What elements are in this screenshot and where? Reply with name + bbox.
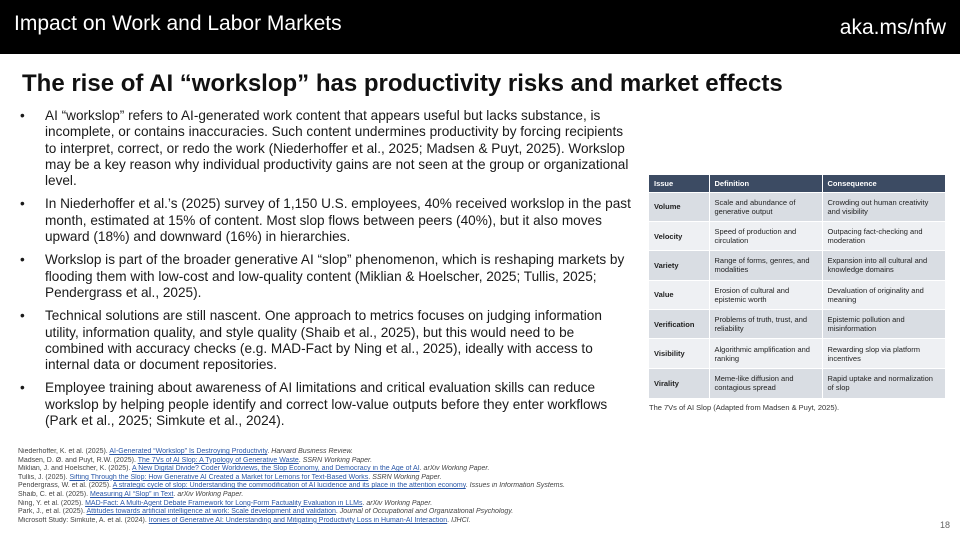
definition-cell: Problems of truth, trust, and reliability: [709, 310, 822, 339]
consequence-cell: Expansion into all cultural and knowledge domains: [822, 251, 945, 280]
table-row: [649, 192, 945, 221]
consequence-cell: Devaluation of originality and meaning: [822, 280, 945, 309]
page-number: 18: [939, 520, 950, 530]
reference-separator: .: [335, 508, 340, 516]
issue-cell: Virality: [649, 368, 709, 397]
reference-item: [18, 457, 918, 466]
reference-author: Tullis, J. (2025).: [18, 473, 70, 481]
reference-link[interactable]: MAD-Fact: A Multi-Agent Debate Framework for Long-Form Factuality Evaluation in LLMs: [85, 499, 363, 507]
reference-item: [18, 482, 918, 491]
reference-separator: .: [447, 516, 452, 524]
bullet-glyph: •: [20, 308, 25, 324]
table-row: [649, 310, 945, 339]
reference-journal: SSRN Working Paper.: [302, 456, 373, 464]
definition-cell: Erosion of cultural and epistemic worth: [709, 280, 822, 309]
bullet-item: [18, 380, 633, 429]
column-header-definition: Definition: [709, 175, 822, 192]
definition-cell: Scale and abundance of generative output: [709, 192, 822, 221]
consequence-cell: Outpacing fact-checking and moderation: [822, 221, 945, 250]
reference-item: [18, 508, 918, 517]
reference-separator: .: [362, 499, 367, 507]
definition-cell: Meme-like diffusion and contagious spread: [709, 368, 822, 397]
column-header-consequence: Consequence: [822, 175, 945, 192]
reference-journal: Harvard Business Review.: [271, 448, 353, 455]
bullet-list: [18, 108, 633, 436]
reference-journal: Journal of Occupational and Organizational Psychology.: [339, 508, 514, 516]
issue-cell: Volume: [649, 192, 709, 221]
definition-cell: Range of forms, genres, and modalities: [709, 251, 822, 280]
reference-item: [18, 448, 918, 457]
bullet-glyph: •: [20, 108, 25, 123]
issue-cell: Variety: [649, 251, 709, 280]
column-header-issue: Issue: [649, 175, 709, 192]
reference-author: Madsen, D. Ø. and Puyt, R.W. (2025).: [18, 456, 138, 464]
reference-author: Ning, Y. et al. (2025).: [18, 499, 86, 507]
reference-journal: arXiv Working Paper.: [366, 499, 433, 507]
issue-cell: Verification: [649, 310, 709, 339]
reference-journal: Issues in Information Systems.: [469, 482, 565, 490]
bullet-glyph: •: [20, 252, 25, 268]
reference-item: [18, 491, 918, 500]
reference-journal: arXiv Working Paper.: [423, 465, 490, 473]
bullet-item: [18, 196, 633, 245]
reference-link[interactable]: A strategic cycle of slop: Understanding the commodification of AI lucidence and its place in the attention economy: [112, 482, 466, 490]
table-row: [649, 280, 945, 309]
reference-journal: arXiv Working Paper.: [177, 490, 244, 498]
reference-author: Miklian, J. and Hoelscher, K. (2025).: [18, 465, 132, 473]
reference-link[interactable]: AI-Generated “Workslop” Is Destroying Productivity: [109, 448, 268, 455]
bullet-item: [18, 252, 633, 301]
slide-headline: The rise of AI “workslop” has productivity risks and market effects: [22, 70, 783, 97]
issue-cell: Velocity: [649, 221, 709, 250]
reference-link[interactable]: Ironies of Generative AI: Understanding and Mitigating Productivity Loss in Human-AI Interaction: [148, 516, 448, 524]
reference-separator: .: [298, 456, 303, 464]
reference-item: [18, 465, 918, 474]
section-title: Impact on Work and Labor Markets: [14, 12, 342, 35]
bullet-glyph: •: [20, 196, 25, 212]
reference-item: [18, 500, 918, 509]
reference-separator: .: [368, 473, 373, 481]
consequence-cell: Epistemic pollution and misinformation: [822, 310, 945, 339]
reference-journal: IJHCI.: [451, 516, 471, 524]
header-link[interactable]: aka.ms/nfw: [839, 16, 946, 39]
table-caption: The 7Vs of AI Slop (Adapted from Madsen & Puyt, 2025).: [649, 403, 840, 412]
bullet-text: Technical solutions are still nascent. One approach to metrics focuses on judging information utility, information quality, and style quality (Shaib et al., 2025), but this would need to be combined with accuracy checks (e.g. MAD-Fact by Ning et al., 2025), ideally with access to internal data or document repositories.: [45, 308, 602, 373]
reference-link[interactable]: The 7Vs of AI Slop: A Typology of Generative Waste: [137, 456, 299, 464]
reference-author: Shaib, C. et al. (2025).: [18, 490, 90, 498]
issue-cell: Visibility: [649, 339, 709, 368]
consequence-cell: Crowding out human creativity and visibility: [822, 192, 945, 221]
bullet-text: Employee training about awareness of AI limitations and critical evaluation skills can reduce workslop by helping people identify and correct low-value outputs before they enter workflows (Park et al., 2025; Simkute et al., 2024).: [45, 380, 608, 429]
table-row: [649, 251, 945, 280]
reference-separator: .: [465, 482, 470, 490]
reference-link[interactable]: Sifting Through the Slop: How Generative AI Created a Market for Lemons for Text-Based Works: [69, 473, 369, 481]
reference-item: [18, 474, 918, 483]
reference-link[interactable]: A New Digital Divide? Coder Worldviews, the Slop Economy, and Democracy in the Age of AI: [132, 465, 420, 473]
bullet-text: AI “workslop” refers to AI-generated work content that appears useful but lacks substance, is incomplete, or contains inaccuracies. Such content undermines productivity by forcing recipients to interpret, correct, or redo the work (Niederhoffer et al., 2025; Madsen & Puyt, 2025). Workslop may be a key reason why individual productivity gains are not seen at the group or organizational level.: [45, 108, 629, 189]
reference-link[interactable]: Attitudes towards artificial intelligence at work: Scale development and validation: [86, 508, 336, 516]
table-row: [649, 339, 945, 368]
issue-cell: Value: [649, 280, 709, 309]
seven-vs-table: [649, 175, 946, 398]
bullet-item: [18, 308, 633, 373]
slide-header-bar: [0, 0, 960, 54]
definition-cell: Algorithmic amplification and ranking: [709, 339, 822, 368]
reference-link[interactable]: Measuring AI “Slop” in Text: [89, 490, 174, 498]
consequence-cell: Rewarding slop via platform incentives: [822, 339, 945, 368]
reference-author: Park, J., et al. (2025).: [18, 508, 87, 516]
definition-cell: Speed of production and circulation: [709, 221, 822, 250]
reference-separator: .: [173, 490, 178, 498]
table-row: [649, 368, 945, 397]
table-row: [649, 221, 945, 250]
reference-separator: .: [419, 465, 424, 473]
bullet-text: In Niederhoffer et al.’s (2025) survey of 1,150 U.S. employees, 40% received workslop in the past month, estimated at 15% of content. Most slop flows between peers (40%), but it also moves upward (18%) and downward (16%) in hierarchies.: [45, 196, 631, 245]
table-header-row: [649, 175, 945, 192]
reference-journal: SSRN Working Paper.: [372, 473, 442, 481]
bullet-item: [18, 108, 633, 189]
reference-author: Microsoft Study: Simkute, A. et al. (2024).: [18, 516, 149, 524]
reference-author: Pendergrass, W. et al. (2025).: [18, 482, 113, 490]
reference-author: Niederhoffer, K. et al. (2025).: [18, 448, 110, 455]
bullet-text: Workslop is part of the broader generative AI “slop” phenomenon, which is reshaping markets by flooding them with low-cost and low-quality content (Miklian & Hoelscher, 2025; Tullis, 2025; Pendergrass et al., 2025).: [45, 252, 625, 300]
reference-separator: .: [267, 448, 272, 455]
bullet-glyph: •: [20, 380, 25, 396]
reference-list: [18, 448, 918, 525]
consequence-cell: Rapid uptake and normalization of slop: [822, 368, 945, 397]
reference-item: [18, 517, 918, 526]
